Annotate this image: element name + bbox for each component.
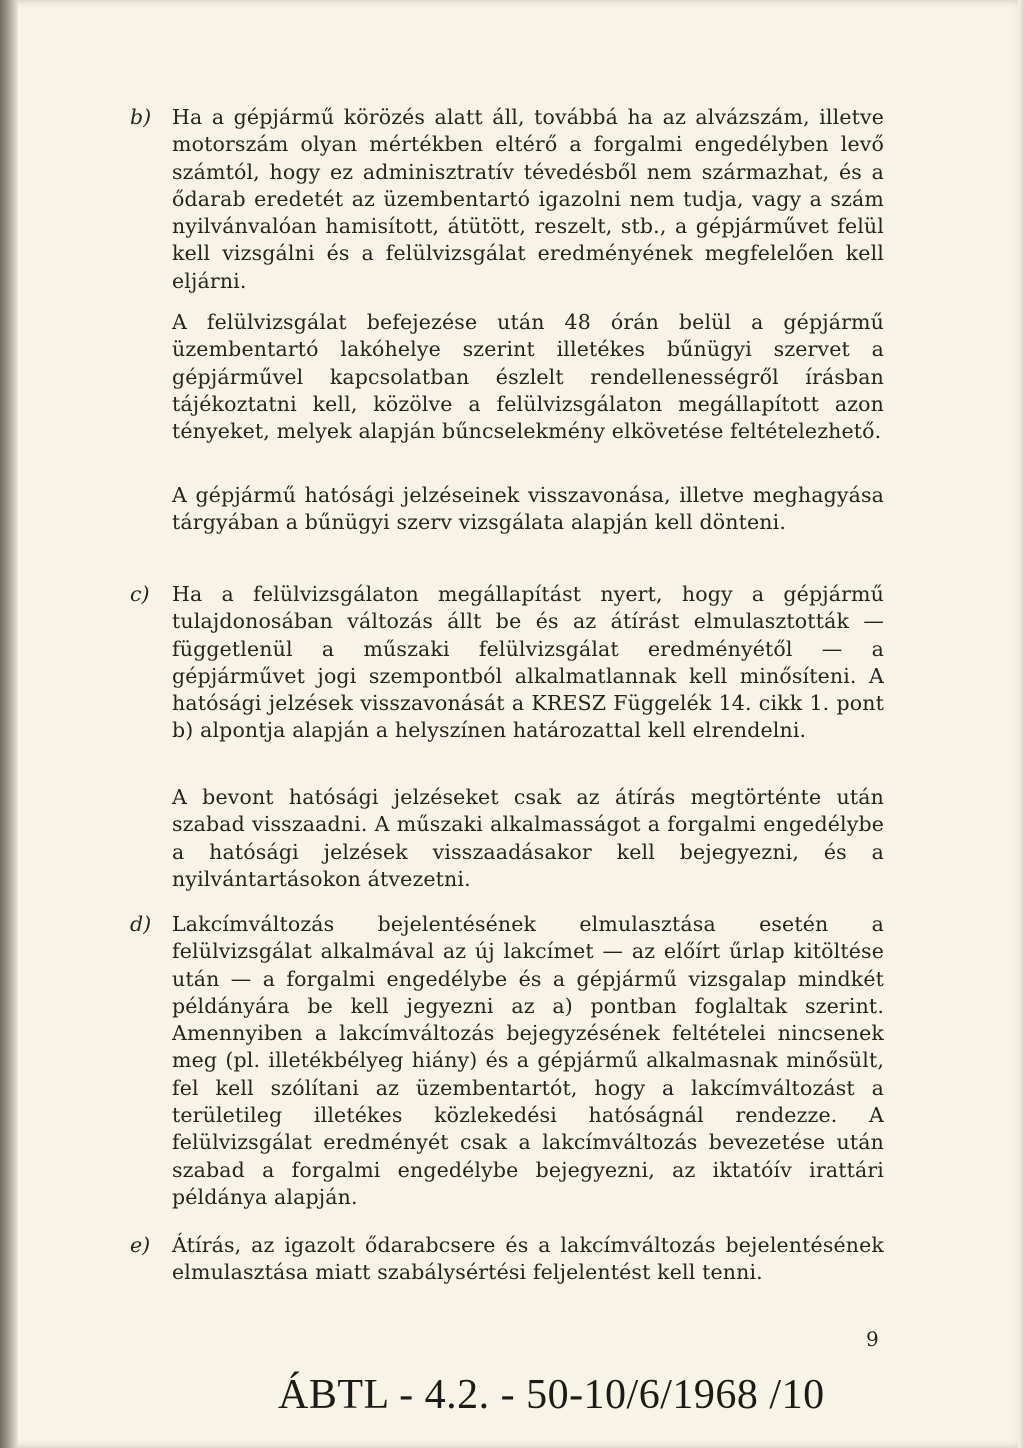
item-e-paragraph-1: Átírás, az igazolt ődarabcsere és a lakcímváltozás bejelentésének elmulasztása miatt szabálysértési feljelentést kell tenni.	[172, 1233, 884, 1285]
item-marker-b: b)	[130, 105, 152, 129]
item-d-paragraph-1: Lakcímváltozás bejelentésének elmulasztása esetén a felülvizsgálat alkalmával az új lakcímet — az előírt űrlap kitöltése után — a forgalmi engedélybe és a gépjármű vizsgalap mindkét példányára be kell jegyezni az a) pontban foglaltak szerint. Amennyiben a lakcímváltozás bejegyzésének feltételei nincsenek meg (pl. illetékbélyeg hiány) és a gépjármű alkalmasnak minősült, fel kell szólítani az üzembentartót, hogy a lakcímváltozást a területileg illetékes közlekedési hatóságnál rendezze. A felülvizsgálat eredményét csak a lakcímváltozás bevezetése után szabad a forgalmi engedélybe bejegyezni, az iktatóív irattári példánya alapján.	[172, 912, 884, 1209]
page-number: 9	[866, 1327, 879, 1351]
item-c-paragraph-1: Ha a felülvizsgálaton megállapítást nyert, hogy a gépjármű tulajdonosában változás állt be és az átírást elmulasztották — függetlenül a műszaki felülvizsgálat eredményétől — a gépjárművet jogi szempontból alkalmatlannak kell minősíteni. A hatósági jelzések visszavonását a KRESZ Függelék 14. cikk 1. pont b) alpontja alapján a helyszínen határozattal kell elrendelni.	[172, 582, 884, 743]
item-marker-d: d)	[130, 912, 152, 936]
item-marker-c: c)	[130, 582, 150, 606]
item-marker-e: e)	[130, 1233, 151, 1257]
item-b-paragraph-3: A gépjármű hatósági jelzéseinek visszavonása, illetve meghagyása tárgyában a bűnügyi szerv vizsgálata alapján kell dönteni.	[172, 483, 884, 535]
item-b-paragraph-1: Ha a gépjármű körözés alatt áll, továbbá ha az alvázszám, illetve motorszám olyan mértékben eltérő a forgalmi engedélyben levő számtól, hogy ez adminisztratív tévedésből nem származhat, és a ődarab eredetét az üzembentartó igazolni nem tudja, vagy a szám nyilvánvalóan hamisított, átütött, reszelt, stb., a gépjárművet felül kell vizsgálni és a felülvizsgálat eredményének megfelelően kell eljárni.	[172, 105, 884, 293]
item-c-paragraph-2: A bevont hatósági jelzéseket csak az átírás megtörténte után szabad visszaadni. A műszaki alkalmasságot a forgalmi engedélybe a hatósági jelzések visszaadásakor kell bejegyezni, és a nyilvántartásokon átvezetni.	[172, 785, 884, 891]
archive-reference-stamp: ÁBTL - 4.2. - 50-10/6/1968 /10	[278, 1372, 825, 1418]
page-right-edge	[1018, 0, 1024, 1448]
page-left-edge	[0, 0, 18, 1448]
item-b-paragraph-2: A felülvizsgálat befejezése után 48 órán belül a gépjármű üzembentartó lakóhelye szerint illetékes bűnügyi szervet a gépjárművel kapcsolatban észlelt rendellenességről írásban tájékoztatni kell, közölve a felülvizsgálaton megállapított azon tényeket, melyek alapján bűncselekmény elkövetése feltételezhető.	[172, 310, 884, 444]
